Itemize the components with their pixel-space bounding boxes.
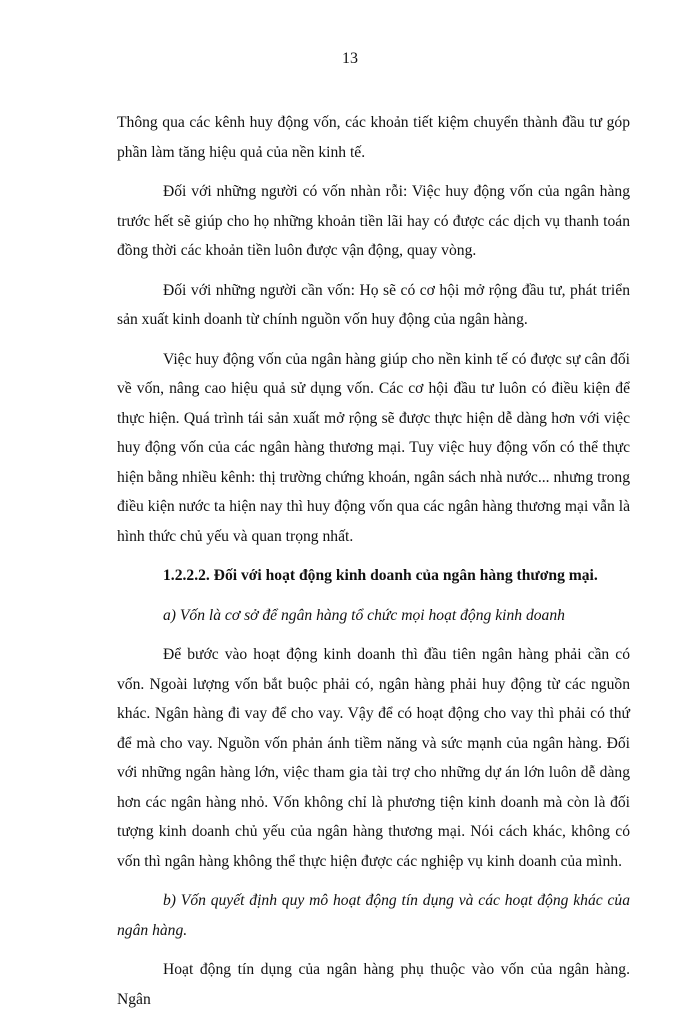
paragraph: Hoạt động tín dụng của ngân hàng phụ thuộc vào vốn của ngân hàng. Ngân (117, 961, 630, 1008)
document-body (117, 108, 630, 1024)
paragraph: Để bước vào hoạt động kinh doanh thì đầu tiên ngân hàng phải cần có vốn. Ngoài lượng vốn bắt buộc phải có, ngân hàng phải huy động từ các nguồn khác. Ngân hàng đi vay để cho vay. Vậy để có hoạt động cho vay thì phải có thứ để mà cho vay. Nguồn vốn phản ánh tiềm năng và sức mạnh của ngân hàng. Đối với những ngân hàng lớn, việc tham gia tài trợ cho những dự án lớn luôn dễ dàng hơn các ngân hàng nhỏ. Vốn không chỉ là phương tiện kinh doanh mà còn là đối tượng kinh doanh chủ yếu của ngân hàng thương mại. Nói cách khác, không có vốn thì ngân hàng không thể thực hiện được các nghiệp vụ kinh doanh của mình. (117, 646, 630, 870)
paragraph: Việc huy động vốn của ngân hàng giúp cho nền kinh tế có được sự cân đối về vốn, nâng cao hiệu quả sử dụng vốn. Các cơ hội đầu tư luôn có điều kiện để thực hiện. Quá trình tái sản xuất mở rộng sẽ được thực hiện dễ dàng hơn với việc huy động vốn của các ngân hàng thương mại. Tuy việc huy động vốn có thể thực hiện bằng nhiều kênh: thị trường chứng khoán, ngân sách nhà nước... nhưng trong điều kiện nước ta hiện nay thì huy động vốn qua các ngân hàng thương mại vẫn là hình thức chủ yếu và quan trọng nhất. (117, 350, 630, 545)
subheading-b: b) Vốn quyết định quy mô hoạt động tín dụng và các hoạt động khác của ngân hàng. (117, 892, 630, 939)
paragraph: Đối với những người có vốn nhàn rỗi: Việc huy động vốn của ngân hàng trước hết sẽ giúp cho họ những khoản tiền lãi hay có được các dịch vụ thanh toán đồng thời các khoản tiền luôn được vận động, quay vòng. (117, 183, 630, 259)
page-number: 13 (342, 50, 358, 67)
section-heading: 1.2.2.2. Đối với hoạt động kinh doanh của ngân hàng thương mại. (163, 567, 598, 584)
paragraph: Đối với những người cần vốn: Họ sẽ có cơ hội mở rộng đầu tư, phát triển sản xuất kinh doanh từ chính nguồn vốn huy động của ngân hàng. (117, 281, 630, 328)
subheading-a: a) Vốn là cơ sở để ngân hàng tổ chức mọi hoạt động kinh doanh (163, 606, 565, 624)
paragraph: Thông qua các kênh huy động vốn, các khoản tiết kiệm chuyển thành đầu tư góp phần làm tăng hiệu quả của nền kinh tế. (117, 114, 630, 161)
